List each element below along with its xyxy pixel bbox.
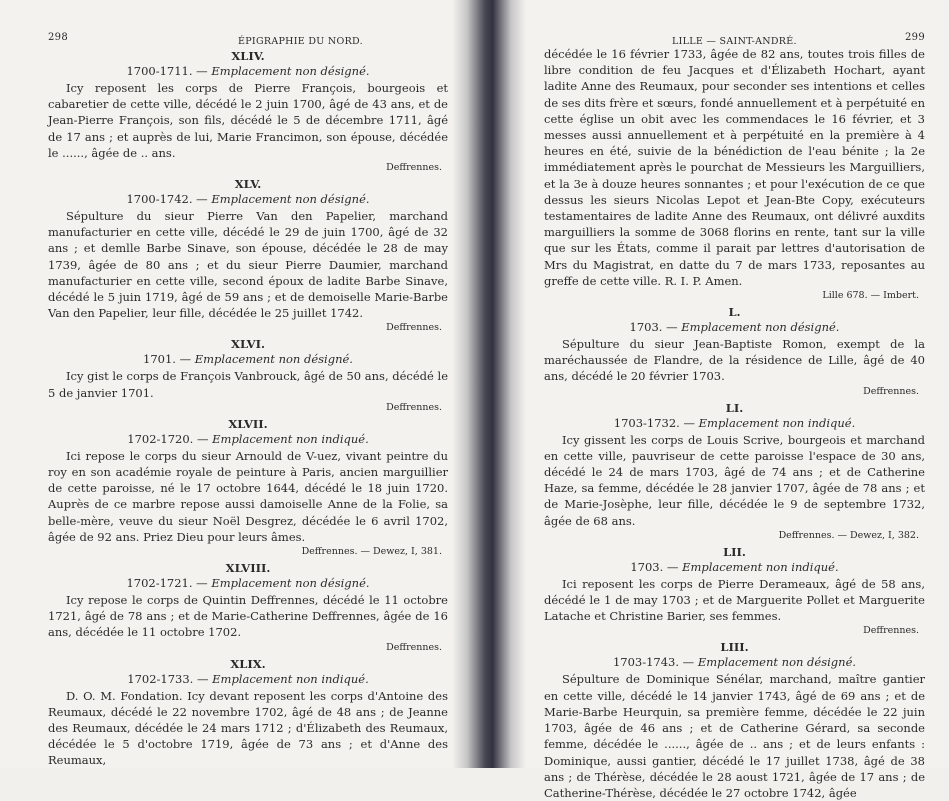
entry-dates: 1701. —: [143, 352, 192, 367]
entry-text: Icy repose le corps de Quintin Deffrennes, décédé le 11 octobre 1721, âgé de 78 ans ; et de Marie-Catherine Deffrennes, âgée de 16 ans, décédée le 11 octobre 1702.: [48, 593, 448, 640]
inscription-entry: [544, 305, 925, 398]
entry-text: Icy gissent les corps de Louis Scrive, bourgeois et marchand en cette ville, pauvriseur de cette paroisse l'espace de 30 ans, décédé le 24 de mars 1703, âgé de 74 ans ; et de Catherine Haze, sa femme, décédée le 28 janvier 1707, âgée de 78 ans ; et de Marie-Josèphe, leur fille, décédée le 9 de septembre 1732, âgée de 68 ans.: [544, 432, 925, 528]
entry-text: Icy gist le corps de François Vanbrouck, âgé de 50 ans, décédé le 5 de janvier 1701.: [48, 369, 448, 400]
entry-location: Emplacement non désigné.: [697, 655, 857, 670]
entry-source: Deffrennes.: [863, 385, 919, 397]
entry-source: Deffrennes.: [386, 641, 442, 653]
entry-number: XLIX.: [230, 656, 266, 671]
inscription-entry: [544, 545, 925, 638]
entry-heading: [48, 64, 448, 78]
entry-source: Deffrennes.: [386, 401, 442, 413]
entry-heading: [544, 416, 925, 430]
running-header: [544, 28, 925, 46]
entry-text: D. O. M. Fondation. Icy devant reposent les corps d'Antoine des Reumaux, décédé le 22 novembre 1702, âgé de 48 ans ; de Jeanne des Reumaux, décédée le 24 mars 1712 ; d'Élizabeth des Reumaux, décédée le 5 d'octobre 1719, âgée de 73 ans ; et d'Anne des Reumaux,: [48, 688, 448, 768]
entry-dates: 1703. —: [630, 559, 679, 574]
entry-text: Ici reposent les corps de Pierre Derameaux, âgé de 58 ans, décédé le 1 de may 1703 ; et de Marguerite Pollet et Marguerite Latache et Christine Barier, ses femmes.: [544, 576, 925, 624]
entry-source: Deffrennes.: [386, 162, 442, 174]
entry-dates: 1702-1733. —: [127, 671, 209, 686]
right-page: [526, 0, 949, 800]
entry-dates: 1700-1742. —: [126, 192, 208, 207]
entry-number: LII.: [723, 544, 746, 559]
page-number: 298: [48, 32, 68, 43]
entry-dates: 1703-1743. —: [612, 655, 695, 670]
entry-heading: [48, 576, 448, 590]
page-number: 299: [905, 32, 925, 43]
entry-heading: [544, 655, 925, 669]
entry-location: Emplacement non désigné.: [194, 352, 353, 367]
entries-list: [48, 49, 448, 769]
entry-heading: [544, 560, 925, 574]
entry-heading: [48, 192, 448, 206]
entry-text: Sépulture du sieur Jean-Baptiste Romon, exempt de la maréchaussée de Flandre, de la résidence de Lille, âgé de 40 ans, décédé le 20 février 1703.: [544, 337, 925, 384]
continued-inscription: décédée le 16 février 1733, âgée de 82 ans, toutes trois filles de libre condition de feu Jacques et d'Élizabeth Hochart, ayant ladite Anne des Reumaux, pour seconder ses intentions et celles de ses dits frère et sœurs, fondé annuellement et à perpétuité en cette église un obit avec les commendaces le 16 février, et 3 messes aussi annuellement et à perpétuité en la première à 4 heures en été, suivie de la bénédiction de l'eau bénite ; la 2e immédiatement après le pourchat de Messieurs les Marguilliers, et la 3e à douze heures sonnantes ; et pour l'exécution de ce que dessus les sieurs Nicolas Lepot et Jean-Bte Copy, exécuteurs testamentaires de ladite Anne des Reumaux, ont délivré auxdits marguilliers la somme de 3068 florins en rente, tant sur la ville que sur les États, comme il parait par lettres d'autorisation de Mrs du Magistrat, en datte du 7 de mars 1733, reposantes au greffe de cette ville. R. I. P. Amen.: [544, 47, 925, 288]
entry-heading: [48, 672, 448, 686]
inscription-entry: [48, 337, 448, 413]
entry-number: LIII.: [720, 640, 749, 655]
inscription-entry: [48, 657, 448, 769]
entry-location: Emplacement non indiqué.: [212, 431, 369, 446]
entry-location: Emplacement non désigné.: [211, 192, 370, 207]
inscription-entry: [48, 177, 448, 334]
entry-dates: 1703-1732. —: [613, 415, 695, 430]
inscription-entry: [48, 417, 448, 558]
entry-text: Sépulture de Dominique Sénélar, marchand, maître gantier en cette ville, décédé le 14 janvier 1743, âgé de 69 ans ; et de Marie-Barbe Heurquin, sa première femme, décédée le 22 juin 1703, âgée de 46 ans ; et de Catherine Gérard, sa seconde femme, décédée le ......, âgée de .. ans ; et de leurs enfants : Dominique, aussi gantier, décédé le 17 juillet 1738, âgé de 38 ans ; de Thérèse, décédée le 28 aoust 1721, âgée de 17 ans ; de Catherine-Thérèse, décédée le 27 octobre 1742, âgée: [544, 672, 925, 800]
entry-number: XLIV.: [231, 49, 265, 63]
inscription-entry: [544, 401, 925, 542]
entry-text: Sépulture du sieur Pierre Van den Papelier, marchand manufacturier en cette ville, décédé le 29 de juin 1700, âgé de 32 ans ; et demlle Barbe Sinave, son épouse, décédée le 28 de may 1739, âgée de 80 ans ; et du sieur Pierre Daumier, marchand manufacturier en cette ville, second époux de ladite Barbe Sinave, décédé le 5 juin 1719, âgé de 59 ans ; et de demoiselle Marie-Barbe Van den Papelier, leur fille, décédée le 25 juillet 1742.: [48, 209, 448, 321]
entry-location: Emplacement non indiqué.: [698, 415, 856, 430]
entry-dates: 1702-1721. —: [126, 576, 208, 591]
entry-heading: [48, 352, 448, 366]
book-gutter: [452, 0, 526, 768]
entry-source: Deffrennes.: [386, 322, 442, 334]
running-header: [48, 28, 448, 46]
entry-source: Deffrennes. — Dewez, I, 381.: [301, 546, 442, 558]
entry-number: XLVIII.: [225, 561, 271, 576]
entry-text: Icy reposent les corps de Pierre François, bourgeois et cabaretier de cette ville, décédé le 2 juin 1700, âgé de 43 ans, et de Jean-Pierre François, son fils, décédé le 5 de décembre 1711, âgé de 17 ans ; et auprès de lui, Marie Francimon, son épouse, décédée le ......, âgée de .. ans.: [48, 81, 448, 160]
entry-number: L.: [728, 305, 741, 320]
entry-number: LI.: [725, 400, 744, 415]
running-title: ÉPIGRAPHIE DU NORD.: [238, 36, 363, 47]
entry-text: Ici repose le corps du sieur Arnould de V-uez, vivant peintre du roy en son académie royale de peinture à Paris, ancien marguillier de cette paroisse, né le 17 octobre 1644, décédé le 18 juin 1720. Auprès de ce marbre repose aussi damoiselle Anne de la Folie, sa belle-mère, veuve du sieur Noël Desgrez, décédée le 6 avril 1702, âgée de 92 ans. Priez Dieu pour leurs âmes.: [48, 448, 448, 544]
entry-location: Emplacement non désigné.: [211, 64, 370, 78]
entry-source: Deffrennes. — Dewez, I, 382.: [778, 529, 919, 541]
entry-dates: 1703. —: [629, 320, 678, 335]
entry-heading: [544, 320, 925, 334]
inscription-entry: [48, 561, 448, 654]
left-page: [0, 0, 470, 768]
entry-dates: 1700-1711. —: [126, 64, 208, 78]
entry-location: Emplacement non indiqué.: [682, 559, 839, 574]
entry-location: Emplacement non désigné.: [681, 320, 840, 335]
inscription-entry: [48, 49, 448, 174]
entry-number: XLV.: [234, 177, 262, 192]
entry-dates: 1702-1720. —: [127, 431, 209, 446]
entry-heading: [48, 432, 448, 446]
entry-number: XLVII.: [228, 416, 268, 431]
entry-number: XLVI.: [231, 337, 265, 352]
running-title: LILLE — SAINT-ANDRÉ.: [672, 36, 797, 47]
entry-source: Lille 678. — Imbert.: [822, 290, 919, 302]
entry-location: Emplacement non indiqué.: [212, 671, 369, 686]
entries-list: [544, 305, 925, 801]
entry-source: Deffrennes.: [863, 625, 919, 637]
entry-location: Emplacement non désigné.: [211, 576, 370, 591]
inscription-entry: [544, 640, 925, 801]
